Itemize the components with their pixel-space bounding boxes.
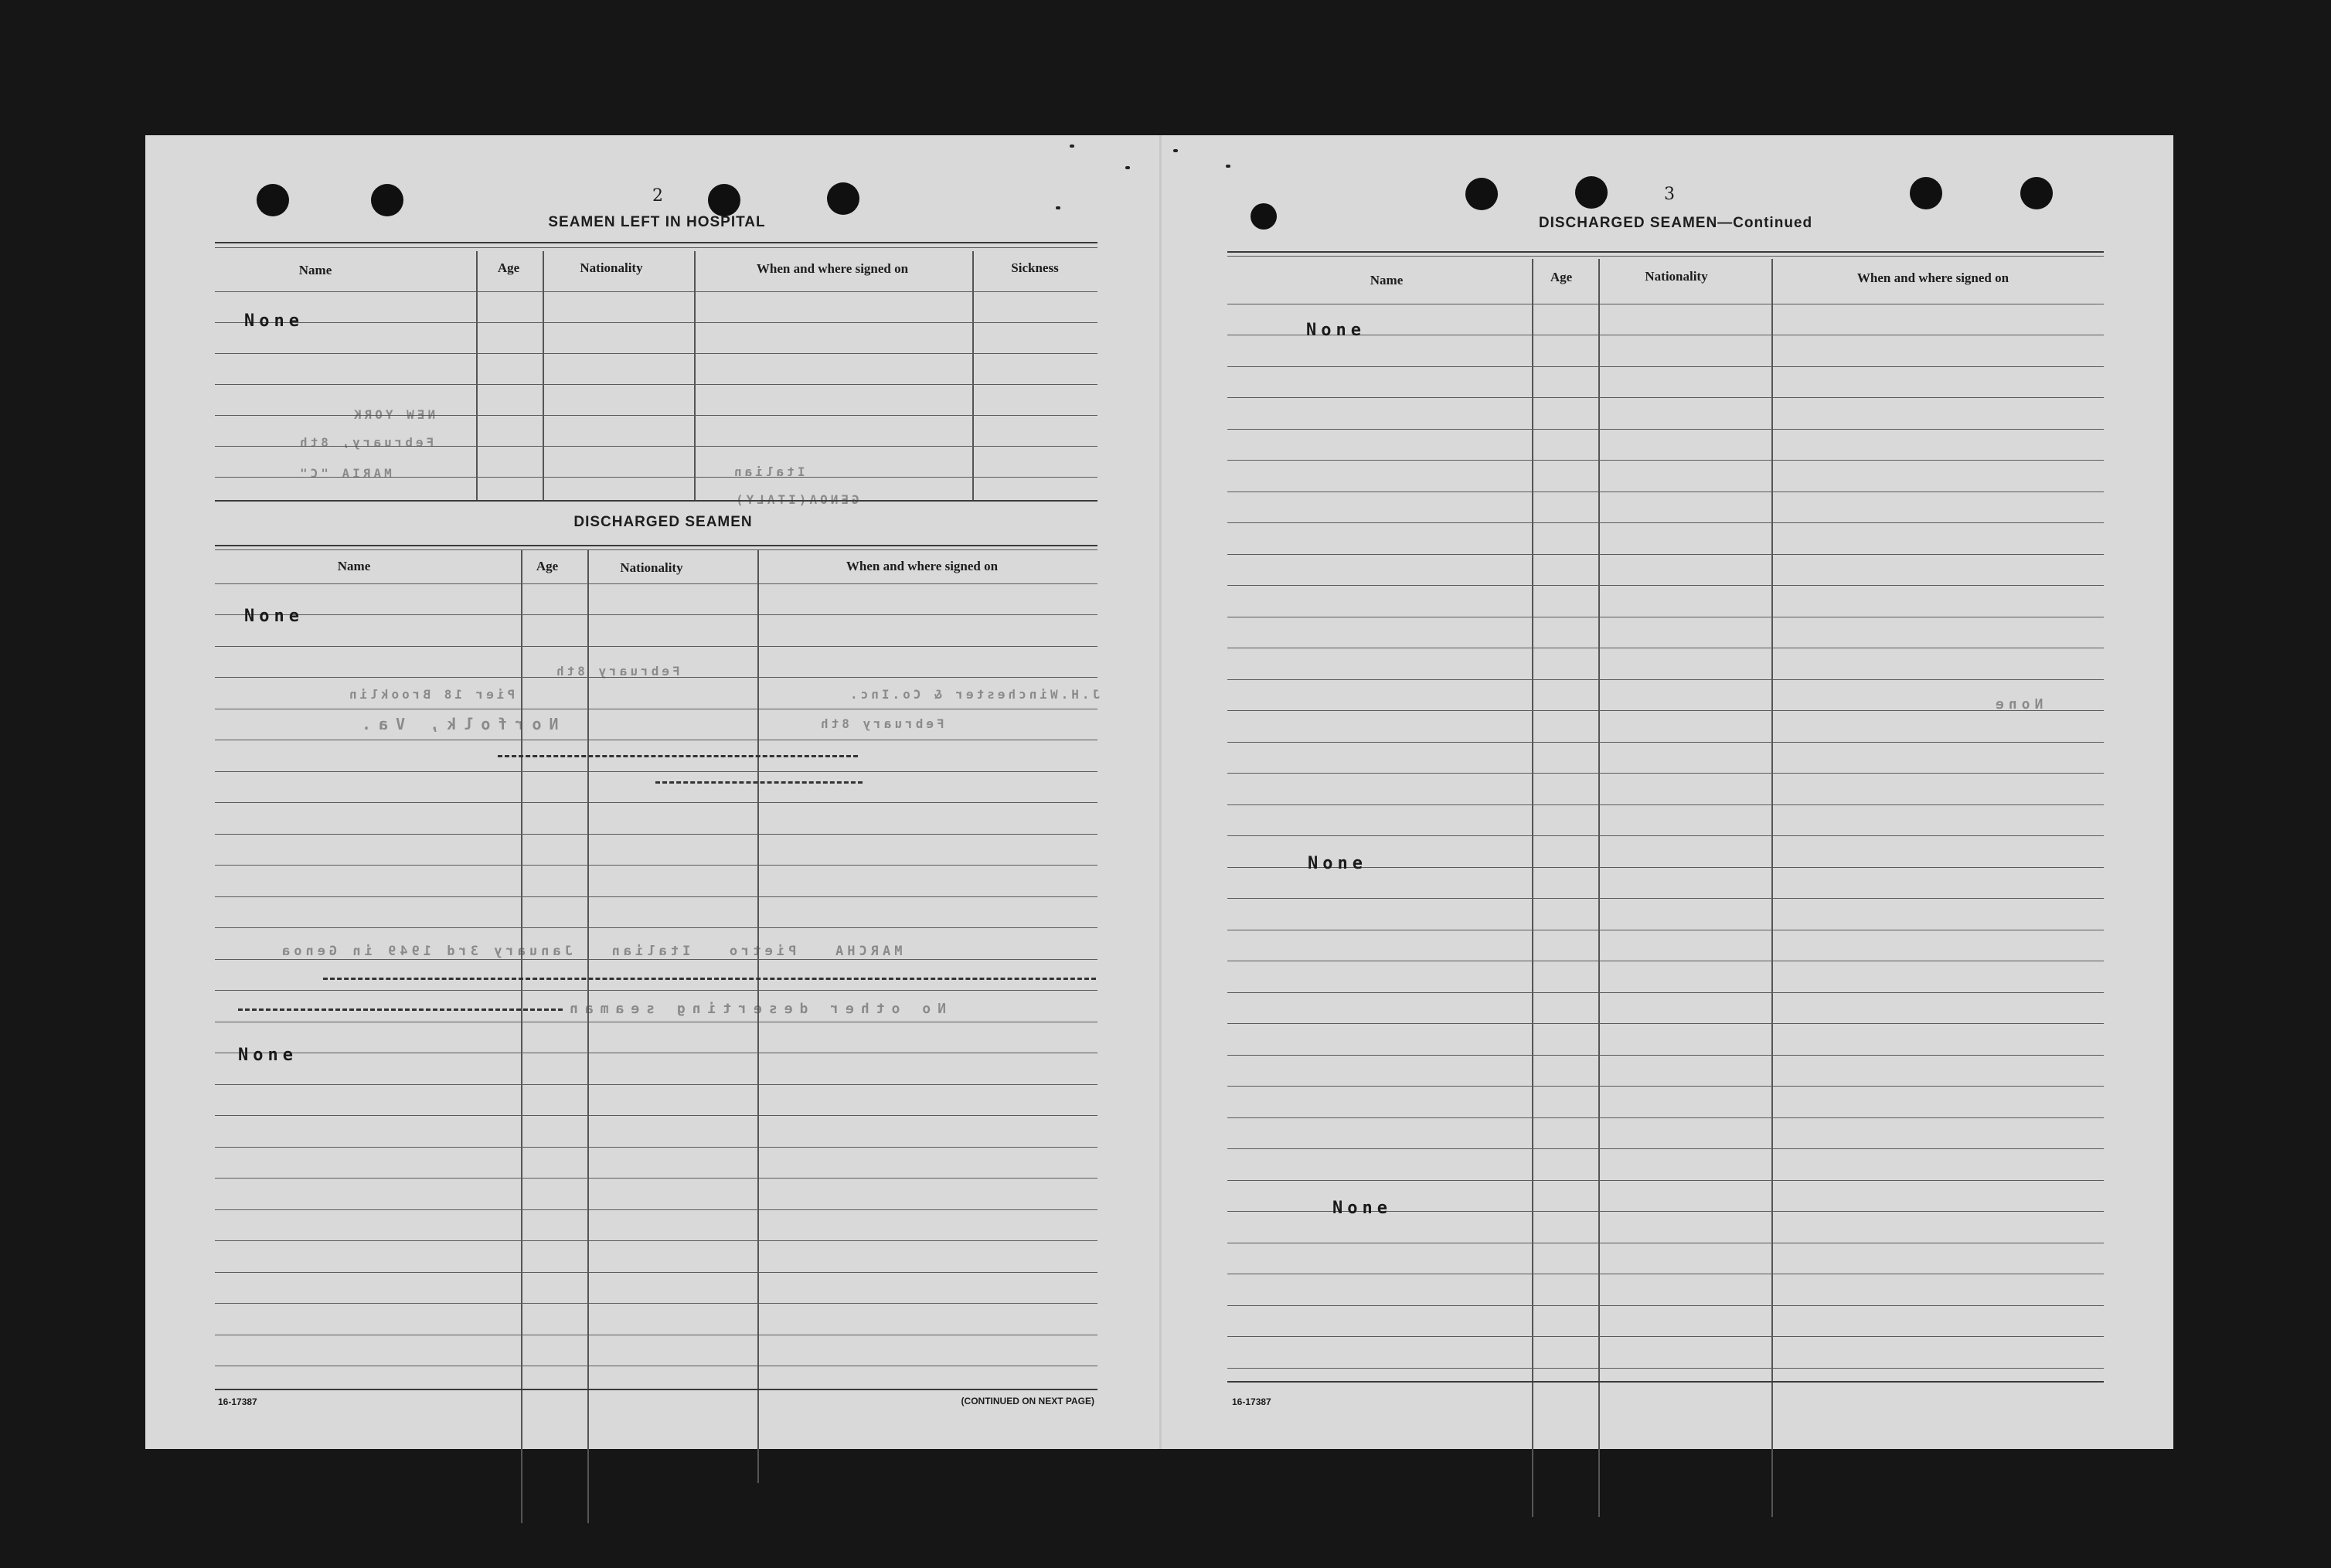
column-header-name: Name <box>337 559 371 573</box>
bleed-text: MARCHA Pietro Italian January 3rd 1949 in Genoa <box>278 944 903 959</box>
punch-hole <box>257 184 289 216</box>
rule <box>215 583 1097 584</box>
punch-hole <box>827 182 859 215</box>
row-rule <box>215 865 1097 866</box>
punch-hole <box>708 184 740 216</box>
column-header-name: Name <box>1370 273 1404 287</box>
discharged-continued-title: DISCHARGED SEAMEN—Continued <box>1538 215 1813 231</box>
row-rule <box>1227 491 2104 492</box>
column-divider <box>694 251 696 500</box>
row-rule <box>1227 710 2104 711</box>
bleed-text: Italian <box>731 464 805 479</box>
dashed-line <box>498 755 858 757</box>
row-rule <box>1227 429 2104 430</box>
column-header-signed-on: When and where signed on <box>756 261 909 276</box>
punch-hole <box>371 184 403 216</box>
punch-hole <box>1465 178 1498 210</box>
row-rule <box>1227 1117 2104 1118</box>
column-header-sickness: Sickness <box>1011 260 1059 275</box>
row-rule <box>1227 1336 2104 1337</box>
row-rule <box>1227 522 2104 523</box>
bleed-text: Pier 18 Brooklin <box>346 687 516 702</box>
column-divider <box>521 549 522 1523</box>
rule <box>215 549 1097 550</box>
column-divider <box>1532 259 1533 1517</box>
row-rule <box>215 1084 1097 1085</box>
row-rule <box>215 1209 1097 1210</box>
column-header-signed-on: When and where signed on <box>1856 270 2009 285</box>
column-header-age: Age <box>497 260 520 275</box>
dirt-speck <box>1173 149 1178 152</box>
bleed-text: Norfolk, Va. <box>354 715 559 733</box>
row-rule <box>1227 804 2104 805</box>
rule <box>215 545 1097 546</box>
row-rule <box>215 1178 1097 1179</box>
bleed-text: February, 8th <box>297 435 434 450</box>
column-header-age: Age <box>536 559 559 573</box>
bleed-text: MARIA "C" <box>297 466 392 481</box>
row-rule <box>1227 1086 2104 1087</box>
row-rule <box>1227 835 2104 836</box>
rule <box>1227 251 2104 253</box>
row-rule <box>1227 898 2104 899</box>
punch-hole <box>1910 177 1942 209</box>
row-rule <box>215 834 1097 835</box>
row-rule <box>1227 1305 2104 1306</box>
right-entry-none: None <box>1308 854 1367 873</box>
row-rule <box>215 1147 1097 1148</box>
row-rule <box>215 1303 1097 1304</box>
row-rule <box>1227 366 2104 367</box>
document-sheet <box>145 135 2173 1449</box>
column-divider <box>543 251 544 500</box>
bleed-text: February 8th <box>818 716 944 731</box>
row-rule <box>215 771 1097 772</box>
rule <box>1227 256 2104 257</box>
row-rule <box>1227 1023 2104 1024</box>
row-rule <box>1227 773 2104 774</box>
column-divider <box>1771 259 1773 1517</box>
page-fold <box>1159 135 1162 1449</box>
bleed-text: J.H.Winchester & Co.Inc. <box>847 687 1101 702</box>
row-rule <box>215 1240 1097 1241</box>
hospital-section-title: SEAMEN LEFT IN HOSPITAL <box>548 214 766 230</box>
row-rule <box>1227 397 2104 398</box>
row-rule <box>215 353 1097 354</box>
column-header-nationality: Nationality <box>1645 269 1708 284</box>
dashed-line <box>655 781 863 784</box>
row-rule <box>215 990 1097 991</box>
hospital-entry-none: None <box>244 311 304 331</box>
column-divider <box>1598 259 1600 1517</box>
dirt-speck <box>1226 165 1230 168</box>
row-rule <box>215 959 1097 960</box>
discharged-section-title: DISCHARGED SEAMEN <box>573 514 753 530</box>
row-rule <box>1227 460 2104 461</box>
row-rule <box>1227 742 2104 743</box>
page-number-left: 2 <box>652 186 663 206</box>
dirt-speck <box>1125 166 1130 169</box>
punch-hole <box>1251 203 1277 230</box>
bleed-text: None <box>1991 696 2043 713</box>
punch-hole <box>2020 177 2053 209</box>
row-rule <box>215 322 1097 323</box>
row-rule <box>1227 1180 2104 1181</box>
column-header-signed-on: When and where signed on <box>846 559 999 573</box>
row-rule <box>215 415 1097 416</box>
rule <box>215 1389 1097 1390</box>
row-rule <box>215 614 1097 615</box>
right-entry-none: None <box>1332 1199 1392 1218</box>
dashed-line <box>238 1008 563 1011</box>
row-rule <box>1227 1055 2104 1056</box>
dashed-line <box>323 978 1096 980</box>
column-header-name: Name <box>298 263 332 277</box>
page-number-right: 3 <box>1664 185 1675 204</box>
row-rule <box>1227 1368 2104 1369</box>
form-number-left: 16-17387 <box>218 1396 257 1407</box>
column-divider <box>972 251 974 500</box>
rule <box>1227 1381 2104 1383</box>
row-rule <box>1227 992 2104 993</box>
row-rule <box>215 927 1097 928</box>
column-header-nationality: Nationality <box>620 560 683 575</box>
bleed-text: February 8th <box>553 664 680 679</box>
column-divider <box>476 251 478 500</box>
row-rule <box>1227 585 2104 586</box>
dirt-speck <box>1056 206 1060 209</box>
bleed-text: No other deserting seaman <box>563 1001 946 1017</box>
row-rule <box>1227 1148 2104 1149</box>
bleed-text: NEW YORK <box>351 407 436 422</box>
rule <box>215 242 1097 243</box>
column-header-age: Age <box>1550 270 1573 284</box>
row-rule <box>215 802 1097 803</box>
discharged-entry-none: None <box>244 607 304 626</box>
row-rule <box>215 1115 1097 1116</box>
row-rule <box>215 896 1097 897</box>
punch-hole <box>1575 176 1608 209</box>
row-rule <box>1227 554 2104 555</box>
row-rule <box>215 1272 1097 1273</box>
column-header-nationality: Nationality <box>580 260 643 275</box>
column-divider <box>587 549 589 1523</box>
rule <box>215 291 1097 292</box>
row-rule <box>215 384 1097 385</box>
row-rule <box>215 646 1097 647</box>
discharged-entry-none-lower: None <box>238 1046 298 1065</box>
row-rule <box>1227 679 2104 680</box>
form-number-right: 16-17387 <box>1232 1396 1271 1407</box>
right-entry-none: None <box>1306 321 1366 340</box>
continued-note: (CONTINUED ON NEXT PAGE) <box>961 1396 1094 1406</box>
rule <box>215 500 1097 502</box>
dirt-speck <box>1070 145 1074 148</box>
rule <box>215 247 1097 248</box>
